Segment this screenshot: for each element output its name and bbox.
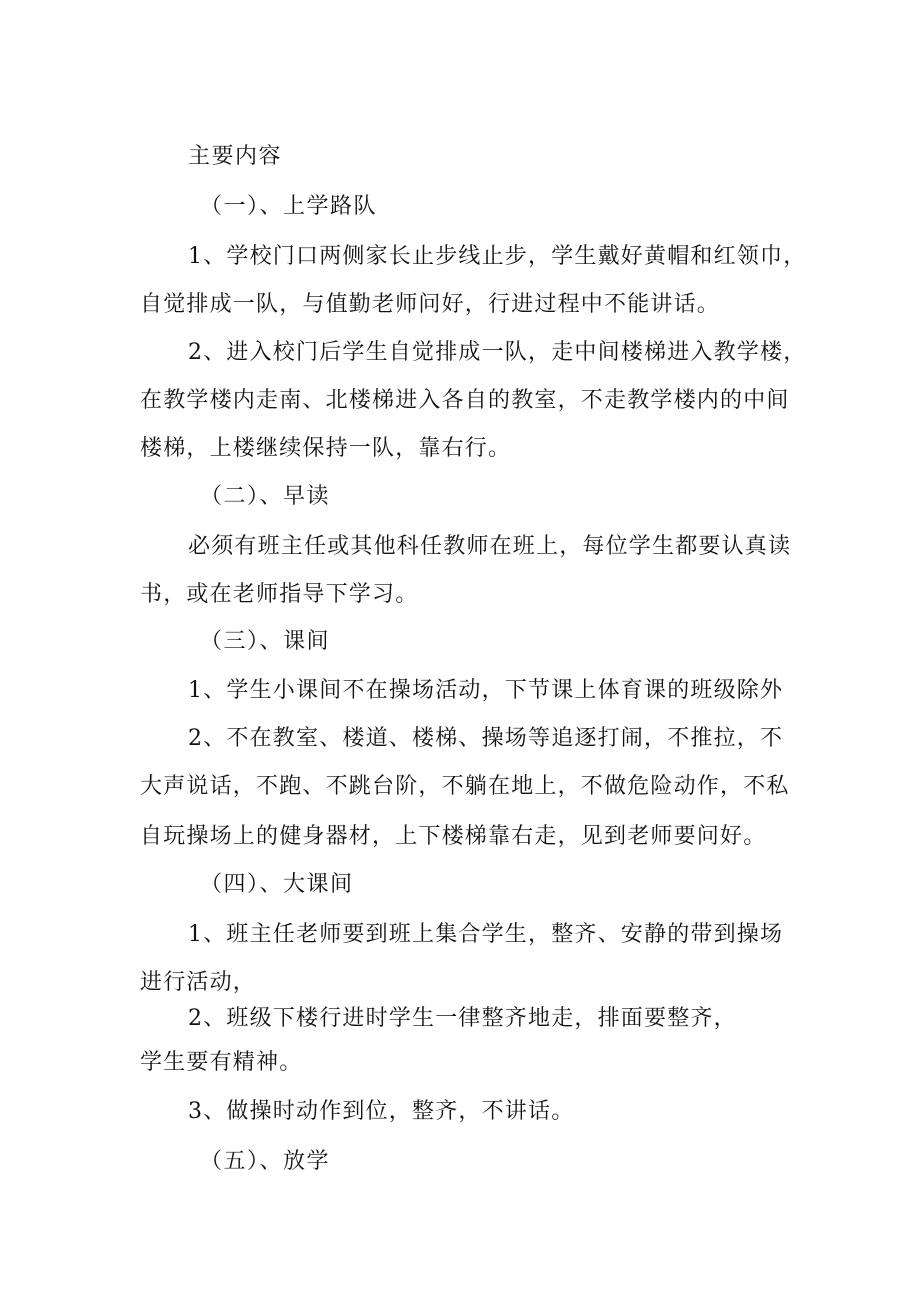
section-4-line-2: 进行活动，	[140, 970, 257, 995]
section-4-line-1: 1、班主任老师要到班上集合学生，整齐、安静的带到操场	[188, 922, 784, 947]
section-4-heading: （四）、大课间	[200, 872, 354, 897]
section-3-line-4: 自玩操场上的健身器材，上下楼梯靠右走，见到老师要问好。	[140, 824, 767, 849]
section-3-line-3: 大声说话，不跑、不跳台阶，不躺在地上，不做危险动作，不私	[140, 774, 790, 799]
section-4-line-4: 学生要有精神。	[140, 1050, 303, 1075]
document-title: 主要内容	[188, 144, 283, 169]
section-3-heading: （三）、课间	[200, 629, 331, 654]
section-2-line-2: 书，或在老师指导下学习。	[140, 582, 419, 607]
section-3-line-2: 2、不在教室、楼道、楼梯、操场等追逐打闹，不推拉，不	[188, 726, 784, 751]
section-1-line-2: 自觉排成一队，与值勤老师问好，行进过程中不能讲话。	[140, 292, 721, 317]
section-1-line-1: 1、学校门口两侧家长止步线止步，学生戴好黄帽和红领巾，	[188, 244, 807, 269]
section-4-line-3: 2、班级下楼行进时学生一律整齐地走，排面要整齐，	[188, 1006, 737, 1031]
section-3-line-1: 1、学生小课间不在操场活动，下节课上体育课的班级除外	[188, 678, 784, 703]
section-4-line-5: 3、做操时动作到位，整齐，不讲话。	[188, 1099, 575, 1124]
section-1-line-3: 2、进入校门后学生自觉排成一队，走中间楼梯进入教学楼，	[188, 340, 807, 365]
section-5-heading: （五）、放学	[200, 1149, 331, 1174]
section-1-line-5: 楼梯，上楼继续保持一队，靠右行。	[140, 436, 512, 461]
section-2-line-1: 必须有班主任或其他科任教师在班上，每位学生都要认真读	[188, 534, 792, 559]
section-1-line-4: 在教学楼内走南、北楼梯进入各自的教室，不走教学楼内的中间	[140, 388, 790, 413]
section-1-heading: （一）、上学路队	[200, 194, 378, 219]
section-2-heading: （二）、早读	[200, 484, 331, 509]
